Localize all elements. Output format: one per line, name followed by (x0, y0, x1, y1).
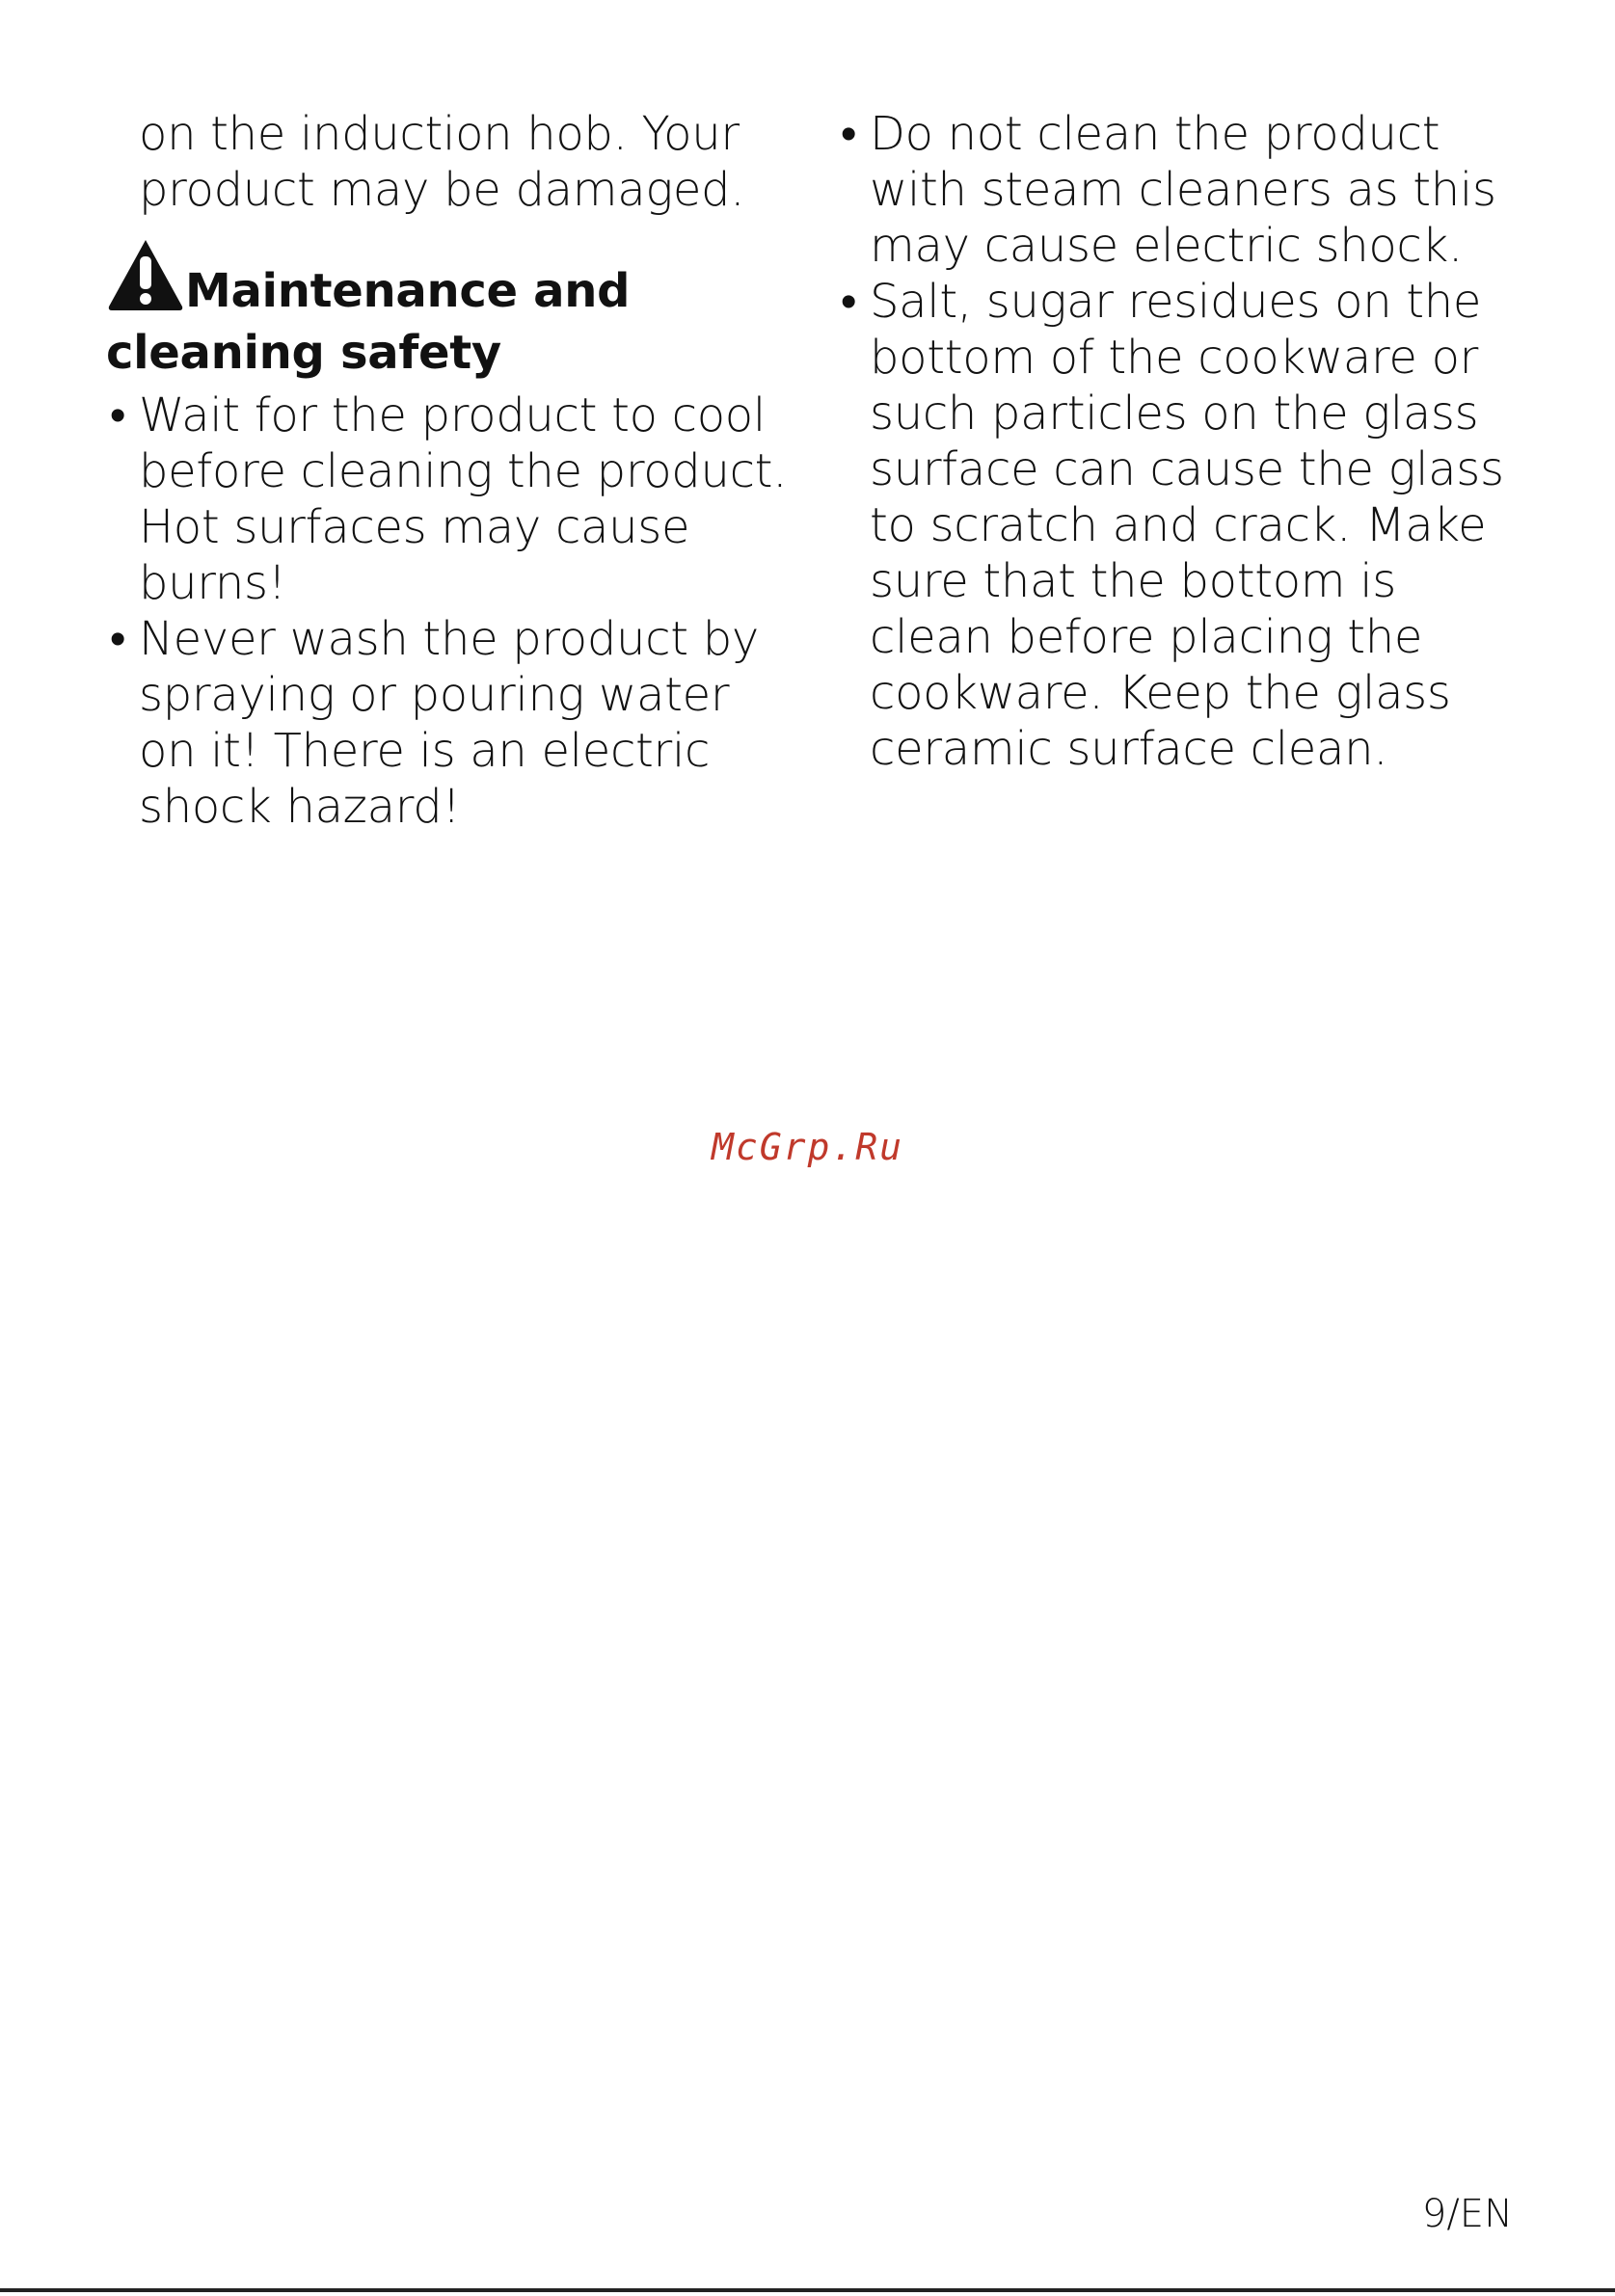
bullet-dot: • (840, 275, 857, 329)
page-number: 9/EN (1421, 2192, 1513, 2236)
bullet-dot: • (840, 107, 857, 161)
left-bullet-list (106, 387, 800, 835)
list-item (837, 106, 1531, 274)
warning-triangle-icon (106, 237, 185, 312)
watermark: McGrp.Ru (711, 1126, 904, 1168)
section-title-line1: Maintenance and (185, 264, 631, 318)
bullet-dot: • (109, 388, 126, 442)
list-item-text: Salt, sugar residues on the bottom of the cookware or such particles on the glass surface can cause the glass to scratch and crack. Make sure that the bottom is clean before placing the cookware. Keep the glass ceramic surface clean. (870, 275, 1504, 776)
bottom-rule (0, 2288, 1615, 2292)
right-column (837, 106, 1531, 777)
list-item (106, 611, 800, 835)
left-column (106, 106, 800, 835)
list-item-text: Wait for the product to cool before cleaning the product. Hot surfaces may cause burns! (139, 388, 788, 610)
list-item-text: Do not clean the product with steam cleaners as this may cause electric shock. (870, 107, 1496, 273)
list-item-text: Never wash the product by spraying or pouring water on it! There is an electric shock hazard! (139, 612, 760, 834)
right-bullet-list (837, 106, 1531, 777)
list-item (837, 274, 1531, 777)
list-item (106, 387, 800, 611)
continuation-text: on the induction hob. Your product may be damaged. (139, 107, 745, 217)
section-title-line2: cleaning safety (106, 326, 501, 380)
section-heading (106, 237, 800, 384)
bullet-dot: • (109, 612, 126, 666)
